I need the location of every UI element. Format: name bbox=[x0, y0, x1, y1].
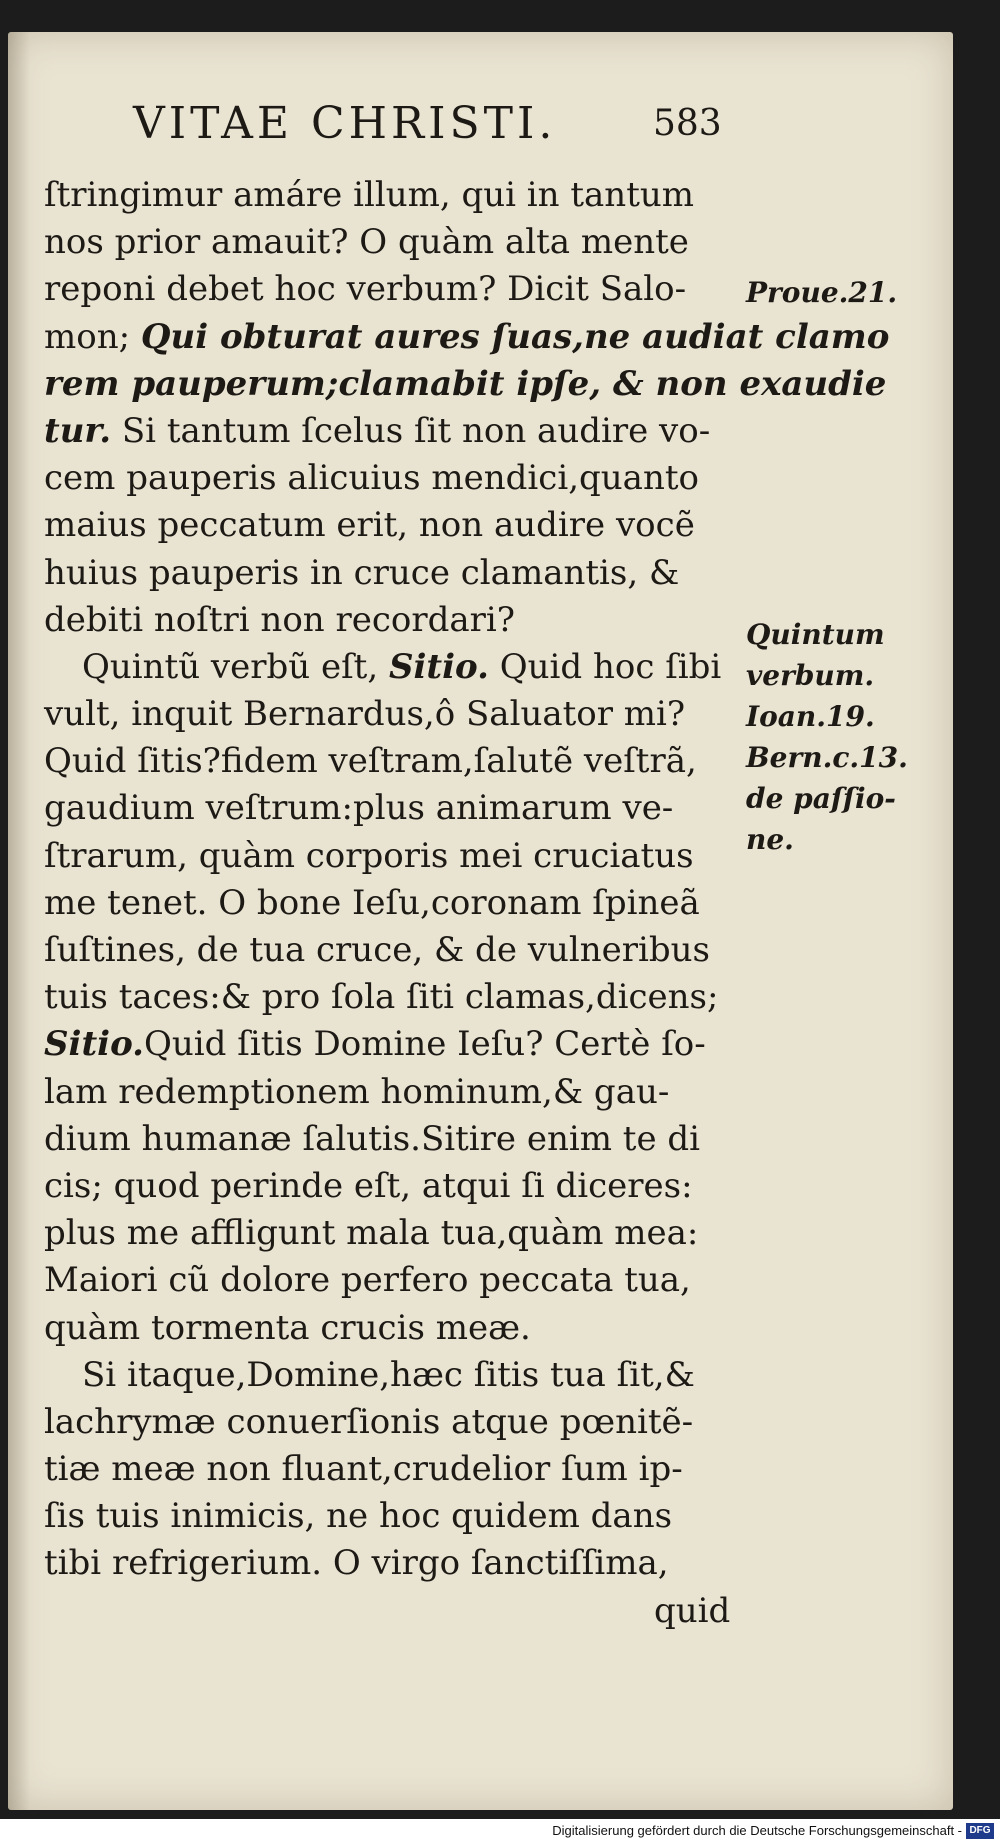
text-line bbox=[44, 408, 744, 455]
text-line: reponi debet hoc verbum? Dicit Salo- bbox=[44, 269, 687, 310]
italic-quotation-line: rem pauperum;clamabit ipſe, & non exaudie bbox=[44, 363, 887, 404]
text-line: ſuſtines, de tua cruce, & de vulneribus bbox=[44, 930, 710, 970]
margin-note-proverbs: Proue.21. bbox=[746, 276, 898, 309]
text-line: tuis taces:& pro ſola ſiti clamas,dicens; bbox=[44, 977, 719, 1018]
text-line: plus me affligunt mala tua,quàm mea: bbox=[44, 1213, 699, 1254]
text-line: debiti noſtri non recordari? bbox=[44, 599, 516, 640]
text-line: nos prior amauit? O quàm alta mente bbox=[44, 222, 689, 263]
text-line: vult, inquit Bernardus,ô Saluator mi? bbox=[44, 694, 686, 735]
text-line: lachrymæ conuerſionis atque pœnitẽ- bbox=[44, 1401, 694, 1442]
text-run: Si tantum ſcelus ſit non audire vo- bbox=[111, 410, 711, 451]
text-line: lam redemptionem hominum,& gau- bbox=[44, 1071, 670, 1112]
digitization-credit: Digitalisierung gefördert durch die Deutsche Forschungsgemeinschaft - bbox=[552, 1823, 962, 1838]
text-line: me tenet. O bone Ieſu,coronam ſpineã bbox=[44, 882, 700, 923]
italic-quotation: Qui obturat aures ſuas,ne audiat clamo bbox=[140, 316, 890, 357]
paragraph-start-line bbox=[44, 644, 744, 691]
catchword: quid bbox=[654, 1590, 731, 1631]
text-line: Maiori cũ dolore perfero peccata tua, bbox=[44, 1260, 691, 1301]
dfg-logo: DFG bbox=[966, 1823, 994, 1839]
running-title: VITAE CHRISTI. bbox=[133, 98, 557, 149]
margin-note: verbum. bbox=[746, 659, 875, 692]
text-line: dium humanæ ſalutis.Sitire enim te di bbox=[44, 1118, 701, 1159]
margin-note: ne. bbox=[746, 823, 794, 856]
text-line: ſtrarum, quàm corporis mei cruciatus bbox=[44, 835, 694, 876]
text-line bbox=[44, 1021, 744, 1068]
text-run: Quid ſitis Domine Ieſu? Certè ſo- bbox=[144, 1024, 706, 1065]
book-page bbox=[8, 32, 953, 1810]
text-run: Quid hoc ſibi bbox=[488, 646, 722, 687]
italic-word: Sitio. bbox=[388, 646, 489, 687]
margin-note-john: Ioan.19. bbox=[746, 700, 875, 733]
running-header bbox=[133, 94, 733, 164]
text-run: Quintũ verbũ eſt, bbox=[82, 646, 389, 687]
footer-bar bbox=[0, 1819, 1000, 1843]
text-run: mon; bbox=[44, 316, 141, 357]
text-line: cis; quod perinde eſt, atqui ſi diceres: bbox=[44, 1165, 693, 1206]
text-line: huius pauperis in cruce clamantis, & bbox=[44, 552, 680, 593]
text-line bbox=[44, 314, 890, 361]
italic-quotation: tur. bbox=[44, 410, 112, 451]
margin-note-bernard: Bern.c.13. bbox=[746, 741, 908, 774]
margin-note: Quintum bbox=[746, 618, 885, 651]
text-line: quàm tormenta crucis meæ. bbox=[44, 1307, 531, 1348]
margin-note: de paſſio- bbox=[746, 782, 896, 815]
text-line: gaudium veſtrum:plus animarum ve- bbox=[44, 788, 674, 829]
paragraph-start-line: Si itaque,Domine,hæc ſitis tua ſit,& bbox=[82, 1354, 695, 1395]
italic-word: Sitio. bbox=[44, 1024, 145, 1065]
text-line: cem pauperis alicuius mendici,quanto bbox=[44, 458, 699, 499]
text-line: tibi refrigerium. O virgo ſanctiſſima, bbox=[44, 1543, 669, 1584]
page-number: 583 bbox=[653, 103, 722, 144]
text-line: Quid ſitis?fidem veſtram,ſalutẽ veſtrã, bbox=[44, 741, 697, 782]
text-line: ſtringimur amáre illum, qui in tantum bbox=[44, 175, 695, 215]
text-line: tiæ meæ non fluant,crudelior ſum ip- bbox=[44, 1449, 683, 1490]
text-line: maius peccatum erit, non audire vocẽ bbox=[44, 505, 695, 546]
text-line: ſis tuis inimicis, ne hoc quidem dans bbox=[44, 1496, 673, 1537]
